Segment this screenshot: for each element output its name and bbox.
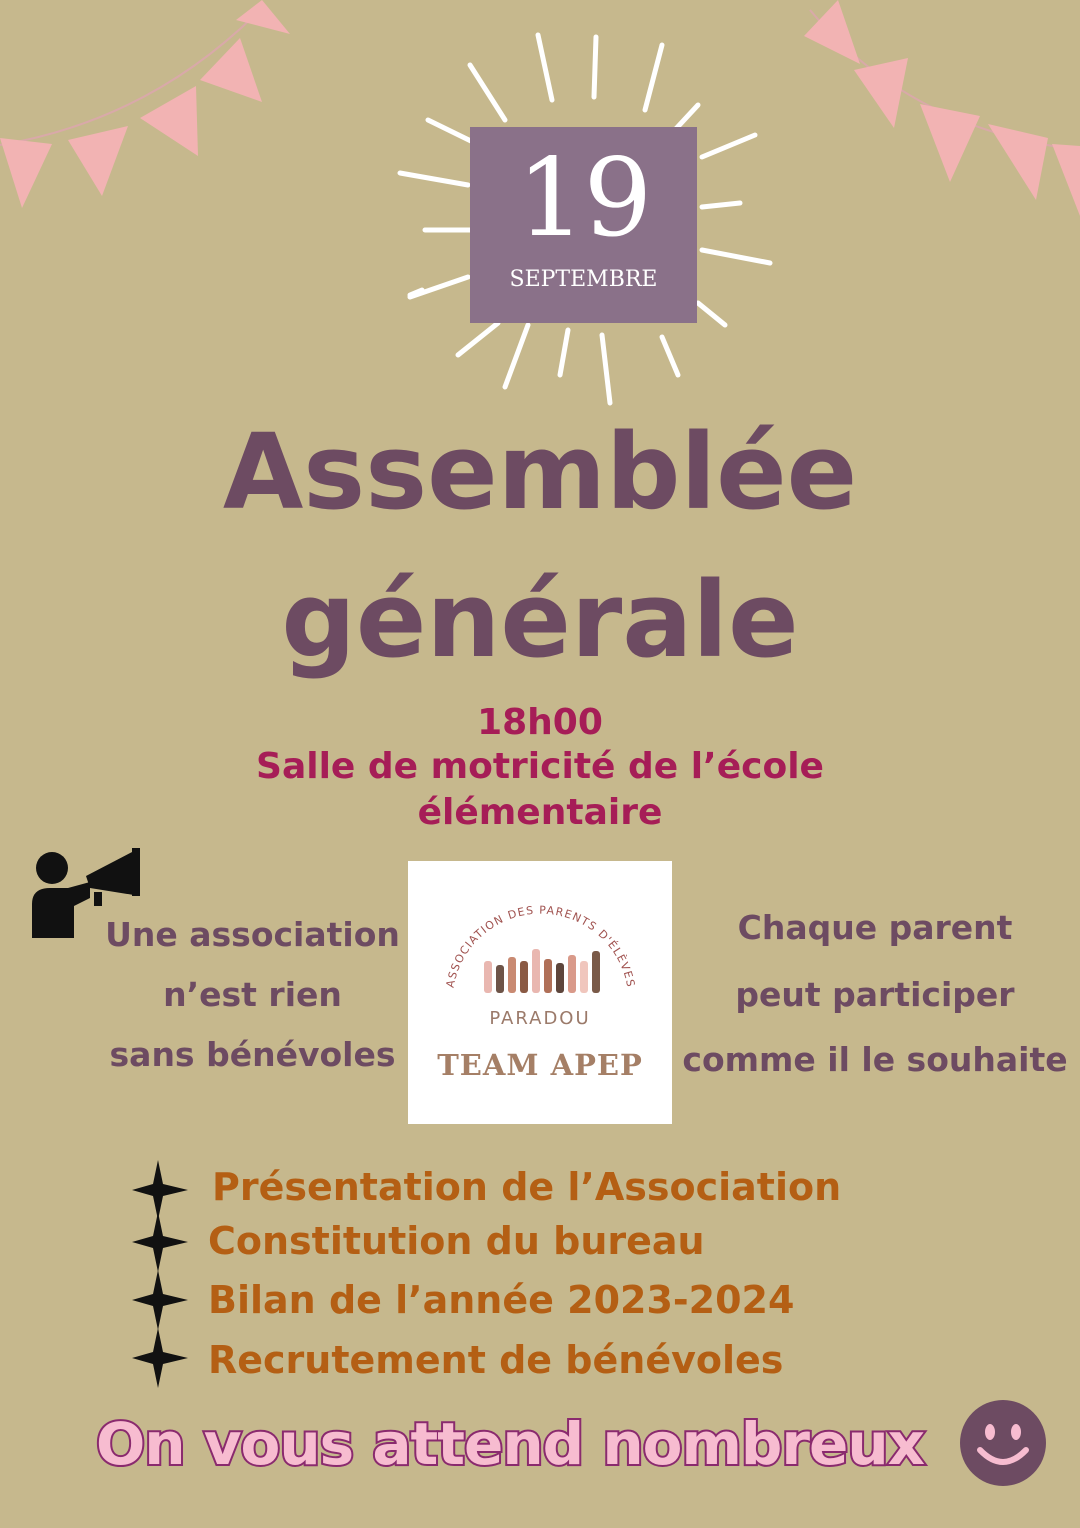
agenda-item: Présentation de l’Association xyxy=(212,1165,842,1209)
smiley-icon xyxy=(958,1398,1048,1488)
sparkle-icon xyxy=(128,1158,198,1393)
logo-team: TEAM APEP xyxy=(437,1048,643,1082)
event-time: 18h00 xyxy=(477,702,603,743)
raised-hands-icon xyxy=(484,949,600,993)
date-badge xyxy=(470,127,697,323)
date-month: SEPTEMBRE xyxy=(509,267,658,292)
left-quote-line-1: Une association xyxy=(105,915,400,954)
svg-text:ASSOCIATION DES PARENTS D'ÉLÈV xyxy=(444,904,638,989)
right-quote-line-3: comme il le souhaite xyxy=(682,1040,1068,1079)
closing-text: On vous attend nombreux xyxy=(95,1410,925,1478)
title-line-2: générale xyxy=(281,559,799,681)
bunting-right-decoration xyxy=(790,0,1080,220)
agenda-item: Bilan de l’année 2023-2024 xyxy=(208,1278,795,1322)
association-logo xyxy=(408,861,672,1124)
bunting-left-decoration xyxy=(0,0,300,220)
date-day: 19 xyxy=(516,136,651,261)
agenda-item: Recrutement de bénévoles xyxy=(208,1338,784,1382)
left-quote-line-3: sans bénévoles xyxy=(109,1035,396,1074)
right-quote-line-2: peut participer xyxy=(735,975,1015,1014)
agenda-item: Constitution du bureau xyxy=(208,1219,705,1263)
logo-name: PARADOU xyxy=(489,1008,591,1029)
logo-arc-text: ASSOCIATION DES PARENTS D'ÉLÈVES xyxy=(443,903,638,989)
event-place-line-2: élémentaire xyxy=(417,792,663,833)
title-line-1: Assemblée xyxy=(222,411,858,533)
right-quote-line-1: Chaque parent xyxy=(737,908,1013,947)
left-quote-line-2: n’est rien xyxy=(163,975,342,1014)
event-place-line-1: Salle de motricité de l’école xyxy=(256,746,824,787)
